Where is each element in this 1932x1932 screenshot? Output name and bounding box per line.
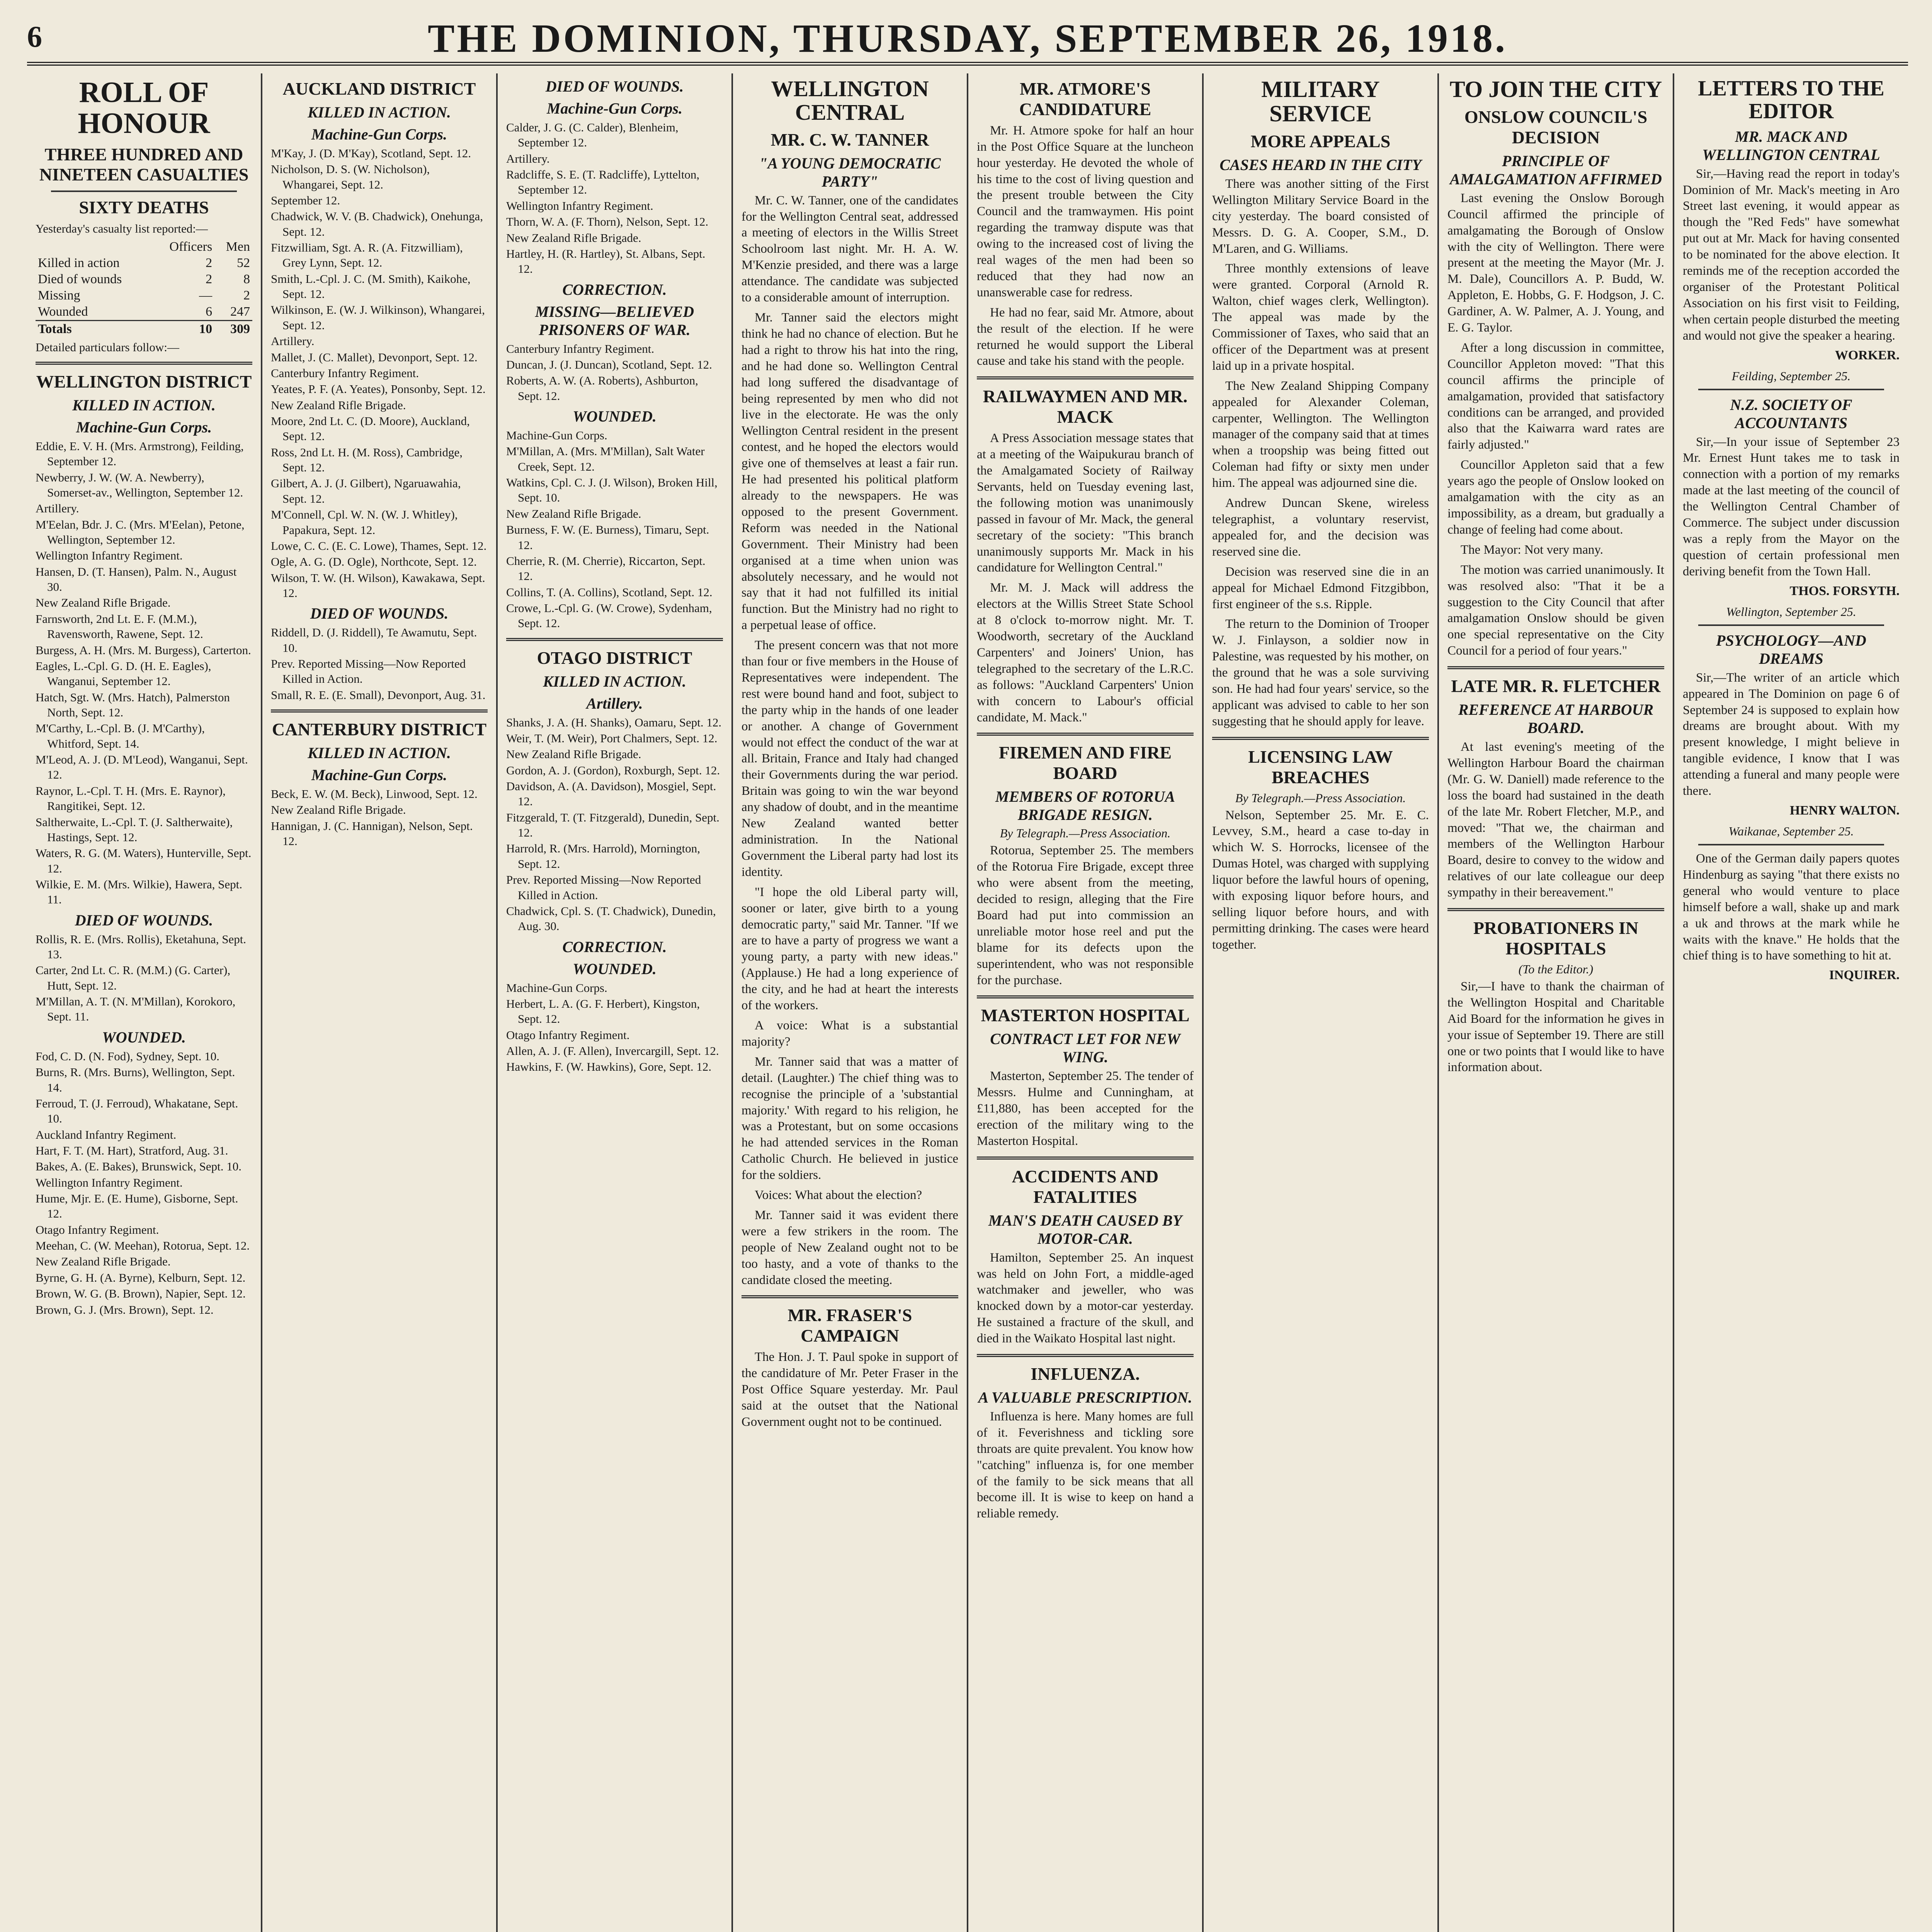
article-subheading: CASES HEARD IN THE CITY xyxy=(1219,156,1422,173)
list-item: Raynor, L.-Cpl. T. H. (Mrs. E. Raynor), Rangitikei, Sept. 12. xyxy=(36,784,226,813)
article-paragraph: Mr. Tanner said the electors might think he had no chance of election. But he had a right to throw his hat into the ring, and he had done so. Wellington Central had long suffered the disadvantage of being represented by men who did not live in the electorate. He was the only Wellington Central resident in the present contest, and he hoped the electors would give one of themselves at least a fair run. He had presented his political platform already to the newspapers. He was opposed to the present Government. Reform was needed in the National Government. Their Ministry had been organised at a time when union was absolutely necessary, and he would not say that it had not fulfilled its initial function. But the Ministry had no right to a perpetual lease of office. xyxy=(742,311,958,633)
byline: (To the Editor.) xyxy=(1518,962,1594,976)
article-subheading: MEMBERS OF ROTORUA BRIGADE RESIGN. xyxy=(995,788,1175,824)
article-paragraph: Hamilton, September 25. An inquest was held on John Fort, a middle-aged watchmaker and jeweller, who was knocked down by a motor-car yesterday. He sustained a fracture of the skull, and died in the Waikato Hospital last night. xyxy=(977,1250,1194,1346)
list-item: New Zealand Rifle Brigade. xyxy=(36,596,171,610)
list-item: M'Millan, A. (Mrs. M'Millan), Salt Water Creek, Sept. 12. xyxy=(506,444,705,473)
article-paragraph: Nelson, September 25. Mr. E. C. Levvey, S.M., heard a case to-day in which W. S. Horrocks, licensee of the Dumas Hotel, was charged with supplying liquor before the lawful hours of opening, with exposing liquor before hours, and selling liquor before hours, and with permitting drinking. The cases were heard together. xyxy=(1212,808,1429,952)
newspaper-title: THE DOMINION, THURSDAY, SEPTEMBER 26, 1918. xyxy=(428,16,1507,61)
section-heading: WOUNDED. xyxy=(102,1028,186,1046)
column-military-service xyxy=(1204,73,1439,1932)
district-heading: OTAGO DISTRICT xyxy=(537,648,692,668)
article-paragraph: The present concern was that not more than four or five members in the House of Representatives were independent. The rest were bound hand and foot, subject to the party whip in the hands of one leader or another. A change of Government would not effect the conduct of the war at all. Britain, France and Italy had changed their Governments during the war period. Britain was going to win the war beyond any shadow of doubt, and in the meantime New Zealand wanted better administration. In the National Government the Liberal party had lost its identity. xyxy=(742,638,958,879)
casualty-list xyxy=(271,146,488,600)
masthead xyxy=(27,15,1908,66)
article-heading: LICENSING LAW BREACHES xyxy=(1248,747,1393,787)
list-item: Riddell, D. (J. Riddell), Te Awamutu, Sept. 10. xyxy=(271,626,477,655)
list-item: Yeates, P. F. (A. Yeates), Ponsonby, Sept. 12. xyxy=(271,382,486,396)
list-item: Hannigan, J. (C. Hannigan), Nelson, Sept. 12. xyxy=(271,819,473,848)
article-heading: RAILWAYMEN AND MR. MACK xyxy=(983,386,1188,427)
list-item: M'Connell, Cpl. W. N. (W. J. Whitley), Papakura, Sept. 12. xyxy=(271,508,458,537)
list-item: Brown, G. J. (Mrs. Brown), Sept. 12. xyxy=(36,1303,214,1316)
article-paragraph: Andrew Duncan Skene, wireless telegraphist, a voluntary reservist, appealed for, and the decision was reserved sine die. xyxy=(1212,496,1429,559)
article-paragraph: Mr. M. J. Mack will address the electors at the Willis Street State School at 8 o'clock to-morrow night. Mr. T. Woodworth, secretary of the Auckland Carpenters' and Joiners' Union, has telegraphed to the secretary of the L.R.C. as follows: "Auckland Carpenters' Union with concern to Labour's official candidate, M. Mack." xyxy=(977,581,1194,724)
list-item: Nicholson, D. S. (W. Nicholson), Whangarei, Sept. 12. xyxy=(271,162,430,191)
section-heading: MISSING—BELIEVED PRISONERS OF WAR. xyxy=(535,303,694,338)
list-item: M'Millan, A. T. (N. M'Millan), Korokoro, Sept. 11. xyxy=(36,995,236,1024)
list-item: Lowe, C. C. (E. C. Lowe), Thames, Sept. 12. xyxy=(271,539,487,553)
article-heading: PROBATIONERS IN HOSPITALS xyxy=(1473,918,1639,958)
list-item: Ogle, A. G. (D. Ogle), Northcote, Sept. 12. xyxy=(271,555,477,569)
list-item: Radcliffe, S. E. (T. Radcliffe), Lyttelton, September 12. xyxy=(506,168,700,197)
divider xyxy=(36,362,252,365)
article-paragraph: After a long discussion in committee, Councillor Appleton moved: "That this council affirms the principle of amalgamation, provided that satisfactory conditions can be arranged, and provided also that the Kaiwarra ward rates are fairly adjusted." xyxy=(1447,340,1664,452)
article-heading: MORE APPEALS xyxy=(1250,131,1391,151)
letter-heading: MR. MACK AND WELLINGTON CENTRAL xyxy=(1702,128,1880,163)
list-item: Duncan, J. (J. Duncan), Scotland, Sept. 12. xyxy=(506,357,712,371)
letter-paragraph: Sir,—Having read the report in today's Dominion of Mr. Mack's meeting in Aro Street last evening, it would appear as though the "Red Feds" have somewhat put out at Mr. Mack for having consented to be nominated for the above election. It reminds me of the reception accorded the organiser of the Protestant Political Association on his first visit to Feilding, when certain people disturbed the meeting and would not give the speaker a hearing. xyxy=(1683,167,1900,343)
casualty-list xyxy=(271,625,488,702)
list-item: Saltherwaite, L.-Cpl. T. (J. Saltherwaite), Hastings, Sept. 12. xyxy=(36,815,233,844)
article-paragraph: At last evening's meeting of the Wellington Harbour Board the chairman (Mr. G. W. Daniell) made reference to the loss the board had sustained in the death of the late Mr. Robert Fletcher, M.P., and moved: "That we, the chairman and members of the Wellington Harbour Board, desire to convey to the widow and relatives of our late colleague our deep sympathy in their bereavement." xyxy=(1447,740,1664,900)
article-paragraph: The return to the Dominion of Trooper W. J. Finlayson, a soldier now in Palestine, was requested by his mother, on the ground that he was a sole surviving son. He had had four years' service, so the applicant was advised to cable to her son suggesting that he should apply for leave. xyxy=(1212,617,1429,728)
article-paragraph: There was another sitting of the First Wellington Military Service Board in the city yesterday. The board consisted of Messrs. D. G. A. Cooper, S.M., D. M'Laren, and G. Williams. xyxy=(1212,177,1429,256)
article-subheading: REFERENCE AT HARBOUR BOARD. xyxy=(1458,701,1654,737)
article-heading: MR. FRASER'S CAMPAIGN xyxy=(787,1305,912,1346)
letter-place: Feilding, September 25. xyxy=(1731,369,1851,383)
list-item: Davidson, A. (A. Davidson), Mosgiel, Sept. 12. xyxy=(506,779,716,808)
unit-heading: Machine-Gun Corps. xyxy=(546,100,683,117)
casualty-list xyxy=(506,715,723,934)
list-item: Fod, C. D. (N. Fod), Sydney, Sept. 10. xyxy=(36,1049,219,1063)
article-paragraph: The Mayor: Not very many. xyxy=(1461,543,1604,557)
column-auckland xyxy=(262,73,498,1932)
list-item: Otago Infantry Regiment. xyxy=(506,1028,630,1042)
article-heading: LATE MR. R. FLETCHER xyxy=(1451,676,1661,696)
divider xyxy=(506,638,723,641)
list-item: M'Carthy, L.-Cpl. B. (J. M'Carthy), Whitford, Sept. 14. xyxy=(36,721,205,750)
list-item: Small, R. E. (E. Small), Devonport, Aug. 31. xyxy=(271,688,486,702)
district-heading: CANTERBURY DISTRICT xyxy=(272,719,487,740)
article-paragraph: Last evening the Onslow Borough Council affirmed the principle of amalgamating the Borough of Onslow with the city of Wellington. There were present at the meeting the Mayor (Mr. J. M. Dale), Councillors A. P. Budd, W. Appleton, E. Hobbs, G. F. Hodgson, J. C. Gardiner, A. W. Palmer, A. J. Young, and E. G. Taylor. xyxy=(1447,191,1664,335)
casualty-list xyxy=(506,428,723,631)
list-item: Machine-Gun Corps. xyxy=(506,429,607,442)
article-paragraph: Voices: What about the election? xyxy=(755,1188,922,1202)
article-subheading: "A YOUNG DEMOCRATIC PARTY" xyxy=(759,154,941,190)
article-paragraph: He had no fear, said Mr. Atmore, about the result of the election. If he were returned he would support the Liberal cause and take his stand with the people. xyxy=(977,305,1194,368)
section-heading: KILLED IN ACTION. xyxy=(308,103,451,121)
roll-title: ROLL OF HONOUR xyxy=(78,76,210,139)
list-item: Auckland Infantry Regiment. xyxy=(36,1128,177,1141)
unit-heading: Machine-Gun Corps. xyxy=(311,125,447,143)
list-item: Allen, A. J. (F. Allen), Invercargill, Sept. 12. xyxy=(506,1044,719,1058)
article-paragraph: A Press Association message states that at a meeting of the Waipukurau branch of the Amalgamated Society of Railway Servants, held on Tuesday evening last, the following motion was unanimously passed in favour of Mr. Mack, the general secretary of the society: "This branch unanimously supports Mr. Mack in his candidature for Wellington Central." xyxy=(977,431,1194,575)
article-heading: MR. C. W. TANNER xyxy=(770,129,929,150)
section-heading: WOUNDED. xyxy=(573,408,656,425)
list-item: Bakes, A. (E. Bakes), Brunswick, Sept. 10. xyxy=(36,1160,242,1173)
casualty-list xyxy=(36,932,252,1024)
list-item: Hart, F. T. (M. Hart), Stratford, Aug. 31. xyxy=(36,1143,228,1157)
list-item: Wilkinson, E. (W. J. Wilkinson), Whangarei, Sept. 12. xyxy=(271,303,485,332)
list-item: New Zealand Rifle Brigade. xyxy=(36,1255,171,1269)
list-item: Mallet, J. (C. Mallet), Devonport, Sept. 12. xyxy=(271,350,478,364)
list-item: Wilson, T. W. (H. Wilson), Kawakawa, Sept. 12. xyxy=(271,571,485,600)
letter-signature: HENRY WALTON. xyxy=(1789,803,1900,818)
article-heading: ACCIDENTS AND FATALITIES xyxy=(1012,1166,1159,1207)
article-paragraph: Rotorua, September 25. The members of the Rotorua Fire Brigade, except three who were absent from the meeting, decided to resign, alleging that the Fire Board had put into commission an unreliable motor hose reel and put the blame for its defects upon the superintendent, who was not responsible for the purchase. xyxy=(977,844,1194,987)
divider xyxy=(1447,666,1664,669)
divider xyxy=(271,709,488,713)
letter-paragraph: Sir,—In your issue of September 23 Mr. Ernest Hunt takes me to task in connection with a portion of my remarks made at the last meeting of the council of the Wellington Central Chamber of Commerce. The subject under discussion was a reply from the Mayor on the question of certain professional men deriving benefit from the Town Hall. xyxy=(1683,435,1900,578)
list-item: Eddie, E. V. H. (Mrs. Armstrong), Feilding, September 12. xyxy=(36,439,244,468)
article-subheading: CONTRACT LET FOR NEW WING. xyxy=(990,1030,1180,1066)
district-heading: AUCKLAND DISTRICT xyxy=(282,79,476,99)
roll-subtitle: THREE HUNDRED AND NINETEEN CASUALTIES xyxy=(39,144,249,185)
byline: By Telegraph.—Press Association. xyxy=(1235,791,1406,805)
divider xyxy=(742,1295,958,1298)
list-item: Canterbury Infantry Regiment. xyxy=(271,366,419,380)
list-item: Burness, F. W. (E. Burness), Timaru, Sept. 12. xyxy=(506,523,709,552)
list-item: Farnsworth, 2nd Lt. E. F. (M.M.), Ravensworth, Rawene, Sept. 12. xyxy=(36,612,203,641)
section-heading: KILLED IN ACTION. xyxy=(72,396,216,414)
list-item: Chadwick, W. V. (B. Chadwick), Onehunga, Sept. 12. xyxy=(271,209,483,238)
deaths-heading: SIXTY DEATHS xyxy=(79,197,209,218)
column-wellington-central xyxy=(733,73,968,1932)
list-item: September 12. xyxy=(271,193,340,207)
letter-signature: WORKER. xyxy=(1835,348,1900,362)
divider xyxy=(1447,908,1664,911)
divider xyxy=(977,733,1194,736)
list-item: Harrold, R. (Mrs. Harrold), Mornington, Sept. 12. xyxy=(506,842,700,871)
list-item: Burns, R. (Mrs. Burns), Wellington, Sept. 14. xyxy=(36,1065,235,1094)
article-paragraph: Sir,—I have to thank the chairman of the Wellington Hospital and Charitable Aid Board for the information he gives in your issue of September 19. There are still one or two points that I would like to have information about. xyxy=(1447,979,1664,1075)
list-item: Canterbury Infantry Regiment. xyxy=(506,342,655,355)
article-heading: FIREMEN AND FIRE BOARD xyxy=(998,743,1172,783)
divider xyxy=(1698,624,1884,626)
article-paragraph: Three monthly extensions of leave were granted. Corporal (Arnold R. Walton, chief wages clerk, Wellington). The appeal was made by the Commissioner of Taxes, who said that an officer of the Department was at present laid up in a private hospital. xyxy=(1212,262,1429,373)
list-item: Hume, Mjr. E. (E. Hume), Gisborne, Sept. 12. xyxy=(36,1192,238,1221)
letter-place: Wellington, September 25. xyxy=(1726,604,1856,619)
section-heading: KILLED IN ACTION. xyxy=(543,672,686,690)
table-row: Wounded 6 247 xyxy=(38,304,250,319)
list-item: Hansen, D. (T. Hansen), Palm. N., August 30. xyxy=(36,565,237,594)
section-heading: DIED OF WOUNDS. xyxy=(75,911,213,929)
district-heading: WELLINGTON DISTRICT xyxy=(36,371,252,391)
column-title: MILITARY SERVICE xyxy=(1261,77,1380,126)
list-item: Beck, E. W. (M. Beck), Linwood, Sept. 12. xyxy=(271,787,478,801)
column-city xyxy=(1439,73,1674,1932)
list-item: Brown, W. G. (B. Brown), Napier, Sept. 12. xyxy=(36,1287,246,1301)
list-item: Watkins, Cpl. C. J. (J. Wilson), Broken Hill, Sept. 10. xyxy=(506,476,718,505)
divider xyxy=(1212,737,1429,740)
list-item: Fitzgerald, T. (T. Fitzgerald), Dunedin, Sept. 12. xyxy=(506,810,719,840)
column-letters xyxy=(1674,73,1908,1932)
list-item: Ferroud, T. (J. Ferroud), Whakatane, Sept. 10. xyxy=(36,1096,238,1126)
divider xyxy=(977,1354,1194,1357)
letter-paragraph: Sir,—The writer of an article which appeared in The Dominion on page 6 of September 24 is supposed to explain how dreams are brought about. With my present knowledge, I might believe in tangible evidence, I know that I was attending a funeral and many people were there. xyxy=(1683,670,1900,798)
article-paragraph: Mr. Tanner said that was a matter of detail. (Laughter.) The chief thing was to recognise the principle of a 'substantial majority.' With regard to his religion, he was a Protestant, but on some occasions he had attended services in the Roman Catholic Church. He believed in justice for the soldiers. xyxy=(742,1054,958,1182)
list-item: M'Eelan, Bdr. J. C. (Mrs. M'Eelan), Petone, Wellington, September 12. xyxy=(36,517,245,547)
table-row: Died of wounds 2 8 xyxy=(38,272,250,286)
list-item: Ross, 2nd Lt. H. (M. Ross), Cambridge, Sept. 12. xyxy=(271,445,463,474)
casualty-table xyxy=(36,239,252,337)
casualty-intro: Yesterday's casualty list reported:— xyxy=(36,222,208,236)
list-item: Prev. Reported Missing—Now Reported Killed in Action. xyxy=(271,657,466,686)
list-item: Artillery. xyxy=(36,502,79,515)
column-news xyxy=(968,73,1204,1932)
divider xyxy=(977,376,1194,379)
list-item: Gordon, A. J. (Gordon), Roxburgh, Sept. 12. xyxy=(506,763,720,777)
article-paragraph: Influenza is here. Many homes are full of it. Feverishness and tickling sore throats are quite prevalent. You know how "catching" influenza is, for one member of the family to be sick means that all become ill. It is wise to keep on hand a reliable remedy. xyxy=(977,1409,1194,1521)
article-heading: MR. ATMORE'S CANDIDATURE xyxy=(1019,79,1151,119)
article-paragraph: The motion was carried unanimously. It was resolved also: "That it be a suggestion to the City Council that after amalgamation Onslow should be given one special representative on the City Council for a period of four years." xyxy=(1447,563,1664,658)
casualty-list xyxy=(506,341,723,403)
article-heading: ONSLOW COUNCIL'S DECISION xyxy=(1464,107,1648,147)
list-item: Shanks, J. A. (H. Shanks), Oamaru, Sept. 12. xyxy=(506,715,722,729)
divider xyxy=(977,1156,1194,1160)
section-heading: DIED OF WOUNDS. xyxy=(545,78,684,95)
letter-place: Waikanae, September 25. xyxy=(1728,824,1854,838)
divider xyxy=(977,995,1194,998)
list-item: Wellington Infantry Regiment. xyxy=(506,199,653,213)
article-paragraph: A voice: What is a substantial majority? xyxy=(742,1018,958,1049)
column-title: WELLINGTON CENTRAL xyxy=(771,76,929,125)
list-item: Hawkins, F. (W. Hawkins), Gore, Sept. 12. xyxy=(506,1060,712,1074)
list-item: Artillery. xyxy=(271,334,315,348)
list-item: Machine-Gun Corps. xyxy=(506,981,607,995)
list-item: Wilkie, E. M. (Mrs. Wilkie), Hawera, Sept. 11. xyxy=(36,877,243,906)
letter-heading: PSYCHOLOGY—AND DREAMS xyxy=(1716,631,1866,667)
list-item: Otago Infantry Regiment. xyxy=(36,1223,159,1236)
list-item: Thorn, W. A. (F. Thorn), Nelson, Sept. 12. xyxy=(506,215,709,229)
list-item: Wellington Infantry Regiment. xyxy=(36,1175,183,1189)
list-item: Meehan, C. (W. Meehan), Rotorua, Sept. 12. xyxy=(36,1239,250,1253)
letter-paragraph: One of the German daily papers quotes Hindenburg as saying "that there exists no general who would venture to place himself before a wall, shake up and mark a uk and throws at the mark while he waits with the knave." He holds that the chief thing is to have something to hit at. xyxy=(1683,851,1900,963)
table-row: Killed in action 2 52 xyxy=(38,255,250,270)
table-header-row: Officers Men xyxy=(169,239,250,254)
list-item: Artillery. xyxy=(506,151,550,165)
article-paragraph: Mr. Tanner said it was evident there were a few strikers in the room. The people of New Zealand ought not to be too hasty, and a vote of thanks to the candidate closed the meeting. xyxy=(742,1208,958,1287)
list-item: M'Leod, A. J. (D. M'Leod), Wanganui, Sept. 12. xyxy=(36,753,248,782)
list-item: Waters, R. G. (M. Waters), Hunterville, Sept. 12. xyxy=(36,846,252,875)
unit-heading: Machine-Gun Corps. xyxy=(76,418,212,436)
list-item: Carter, 2nd Lt. C. R. (M.M.) (G. Carter), Hutt, Sept. 12. xyxy=(36,963,231,992)
list-item: New Zealand Rifle Brigade. xyxy=(506,231,641,245)
divider xyxy=(1698,389,1884,390)
column-otago xyxy=(498,73,733,1932)
article-heading: MASTERTON HOSPITAL xyxy=(981,1005,1190,1026)
column-title: TO JOIN THE CITY xyxy=(1449,77,1662,102)
article-paragraph: The New Zealand Shipping Company appealed for Alexander Coleman, carpenter, Wellington. The Wellington manager of the company said that at times when a troopship was being fitted out Coleman had fifty or sixty men under him. The appeal was adjourned sine die. xyxy=(1212,379,1429,490)
list-item: Rollis, R. E. (Mrs. Rollis), Eketahuna, Sept. 13. xyxy=(36,932,247,961)
table-total-row: Totals 10 309 xyxy=(36,320,252,337)
list-item: Hartley, H. (R. Hartley), St. Albans, Sept. 12. xyxy=(506,247,706,276)
list-item: Herbert, L. A. (G. F. Herbert), Kingston, Sept. 12. xyxy=(506,997,700,1026)
casualty-list xyxy=(36,439,252,907)
list-item: Smith, L.-Cpl. J. C. (M. Smith), Kaikohe, Sept. 12. xyxy=(271,272,471,301)
casualty-list xyxy=(271,786,488,849)
byline: By Telegraph.—Press Association. xyxy=(1000,826,1171,840)
list-item: Fitzwilliam, Sgt. A. R. (A. Fitzwilliam), Grey Lynn, Sept. 12. xyxy=(271,241,463,270)
article-paragraph: Decision was reserved sine die in an appeal for Michael Edmond Fitzgibbon, first engineer of the s.s. Ripple. xyxy=(1212,565,1429,611)
letter-signature: THOS. FORSYTH. xyxy=(1789,583,1900,598)
list-item: Weir, T. (M. Weir), Port Chalmers, Sept. 12. xyxy=(506,731,718,745)
article-paragraph: The Hon. J. T. Paul spoke in support of the candidature of Mr. Peter Fraser in the Post Office Square yesterday. Mr. Paul said at the outset that the National Government ought not to be continued. xyxy=(742,1350,958,1429)
list-item: Collins, T. (A. Collins), Scotland, Sept. 12. xyxy=(506,585,713,599)
letter-signature: INQUIRER. xyxy=(1829,968,1900,983)
article-subheading: A VALUABLE PRESCRIPTION. xyxy=(978,1388,1192,1406)
list-item: Newberry, J. W. (W. A. Newberry), Somerset-av., Wellington, September 12. xyxy=(36,470,243,499)
section-heading: CORRECTION. xyxy=(562,281,667,298)
section-heading: KILLED IN ACTION. xyxy=(308,744,451,762)
article-paragraph: Mr. H. Atmore spoke for half an hour in the Post Office Square at the luncheon hour yesterday. He devoted the whole of his time to the cost of living question and the present trouble between the City Council and the tramwaymen. His point regarding the tramway dispute was that owing to the increased cost of living the real wages of the men had been so reduced that they had now an unanswerable case for redress. xyxy=(977,123,1194,299)
divider xyxy=(51,190,237,192)
section-heading: CORRECTION. xyxy=(562,938,667,956)
list-item: Moore, 2nd Lt. C. (D. Moore), Auckland, Sept. 12. xyxy=(271,414,470,443)
list-item: New Zealand Rifle Brigade. xyxy=(506,747,641,761)
article-paragraph: Councillor Appleton said that a few years ago the people of Onslow looked on amalgamation with the city as an impossibility, as a dream, but gradually a change of feeling had come about. xyxy=(1447,458,1664,537)
list-item: Prev. Reported Missing—Now Reported Killed in Action. xyxy=(506,873,701,902)
article-subheading: MAN'S DEATH CAUSED BY MOTOR-CAR. xyxy=(988,1211,1182,1247)
article-paragraph: "I hope the old Liberal party will, sooner or later, give birth to a young democratic party," said Mr. Tanner. "If we are to have a party of progress we want a young party, a party with new ideas." (Applause.) He had a long experience of the city, and he had at heart the interests of the workers. xyxy=(742,885,958,1013)
article-paragraph: Masterton, September 25. The tender of Messrs. Hulme and Cunningham, at £11,880, has been accepted for the erection of the military wing to the Masterton Hospital. xyxy=(977,1069,1194,1148)
list-item: Byrne, G. H. (A. Byrne), Kelburn, Sept. 12. xyxy=(36,1270,246,1284)
article-paragraph: Mr. C. W. Tanner, one of the candidates for the Wellington Central seat, addressed a meeting of electors in the Willis Street Schoolroom last night. Mr. H. A. W. M'Kenzie presided, and there was a large attendance. The candidate was subjected to a considerable amount of interruption. xyxy=(742,193,958,305)
casualty-list xyxy=(506,980,723,1075)
section-heading: WOUNDED. xyxy=(573,960,656,978)
casualty-list xyxy=(36,1049,252,1317)
list-item: Wellington Infantry Regiment. xyxy=(36,549,183,563)
list-item: Burgess, A. H. (Mrs. M. Burgess), Carterton. xyxy=(36,643,251,657)
list-item: New Zealand Rifle Brigade. xyxy=(271,398,406,412)
list-item: Crowe, L.-Cpl. G. (W. Crowe), Sydenham, Sept. 12. xyxy=(506,601,712,630)
article-subheading: PRINCIPLE OF AMALGAMATION AFFIRMED xyxy=(1450,152,1662,188)
table-row: Missing — 2 xyxy=(38,288,250,303)
columns xyxy=(27,73,1908,1932)
list-item: Chadwick, Cpl. S. (T. Chadwick), Dunedin, Aug. 30. xyxy=(506,904,716,933)
list-item: Calder, J. G. (C. Calder), Blenheim, September 12. xyxy=(506,121,679,150)
list-item: Hatch, Sgt. W. (Mrs. Hatch), Palmerston North, Sept. 12. xyxy=(36,690,230,719)
article-heading: INFLUENZA. xyxy=(1031,1364,1140,1384)
page-number: 6 xyxy=(27,20,42,53)
list-item: Cherrie, R. (M. Cherrie), Riccarton, Sept. 12. xyxy=(506,554,706,583)
casualty-list xyxy=(506,120,723,277)
detail-line: Detailed particulars follow:— xyxy=(36,340,179,354)
section-heading: DIED OF WOUNDS. xyxy=(310,605,449,622)
column-title: LETTERS TO THE EDITOR xyxy=(1698,77,1884,123)
letter-heading: N.Z. SOCIETY OF ACCOUNTANTS xyxy=(1730,396,1852,432)
list-item: Roberts, A. W. (A. Roberts), Ashburton, Sept. 12. xyxy=(506,374,698,403)
list-item: New Zealand Rifle Brigade. xyxy=(271,803,406,817)
list-item: Eagles, L.-Cpl. G. D. (H. E. Eagles), Wanganui, September 12. xyxy=(36,659,211,688)
divider xyxy=(1698,844,1884,845)
list-item: M'Kay, J. (D. M'Kay), Scotland, Sept. 12. xyxy=(271,146,471,160)
unit-heading: Artillery. xyxy=(586,694,643,712)
column-roll-of-honour xyxy=(27,73,262,1932)
list-item: New Zealand Rifle Brigade. xyxy=(506,507,641,520)
unit-heading: Machine-Gun Corps. xyxy=(311,766,447,784)
list-item: Gilbert, A. J. (J. Gilbert), Ngaruawahia, Sept. 12. xyxy=(271,476,461,505)
